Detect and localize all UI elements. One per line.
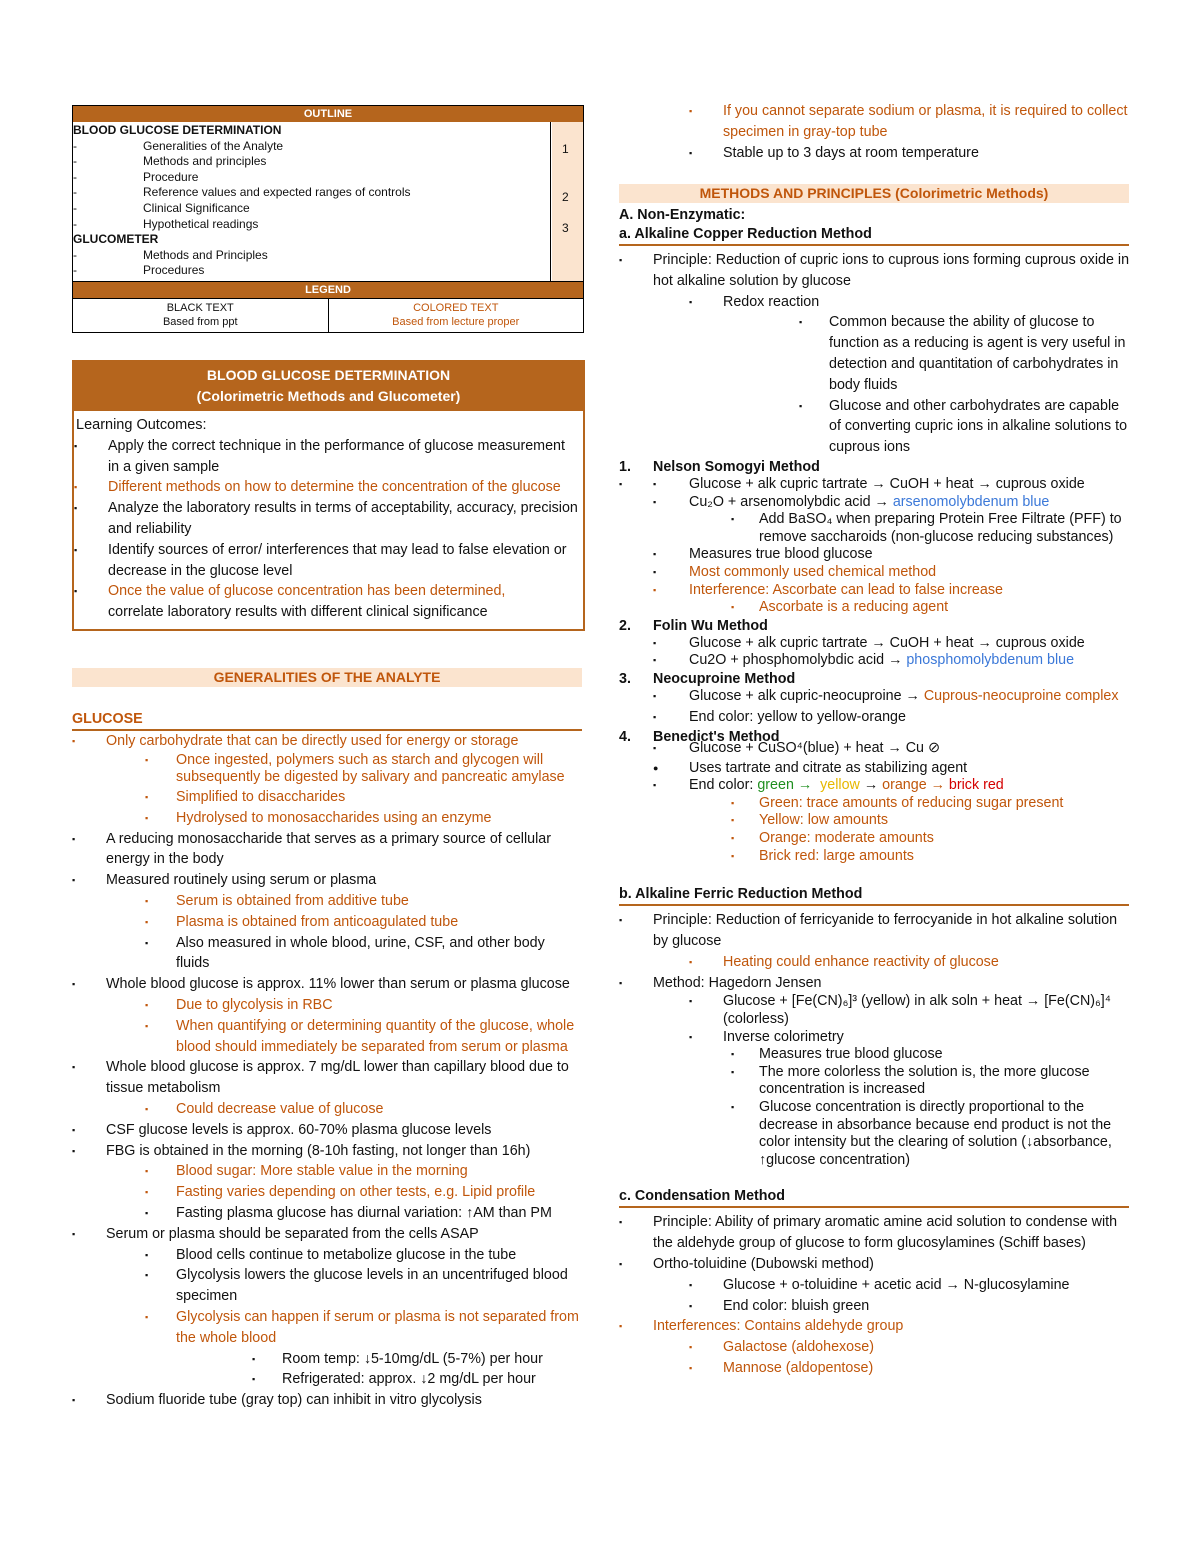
fw-item: ▪ Cu2O + phosphomolybdic acid → phosphomolybdenum blue	[653, 652, 1075, 669]
fw-text: Cu2O + phosphomolybdic acid →	[689, 652, 907, 669]
glucose-list-item: ▪ Could decrease value of glucose	[72, 1099, 582, 1120]
bgd-title-line1: BLOOD GLUCOSE DETERMINATION	[206, 367, 451, 383]
ns-text: Glucose + alk cupric tartrate → CuOH + heat → cuprous oxide	[689, 475, 1085, 492]
ns-item: ▪ ▪ Glucose + alk cupric tartrate → CuOH + heat → cuprous oxide	[619, 476, 1129, 494]
bm-title: Benedict's Method	[653, 729, 780, 746]
fw-item: ▪ Glucose + alk cupric tartrate → CuOH + heat → cuprous oxide	[653, 634, 1085, 651]
acr-principle: ▪ Principle: Reduction of cupric ions to cuprous ions forming cuprous oxide in hot alkaline solution by glucose	[619, 250, 1129, 292]
glucose-heading: GLUCOSE	[72, 710, 582, 731]
ns-text: Cu₂O + arsenomolybdic acid →	[689, 493, 893, 510]
bm-text: End color:	[689, 777, 758, 794]
ns-item: ▪ Interference: Ascorbate can lead to false increase	[653, 581, 1003, 598]
non-enzymatic-heading: A. Non-Enzymatic:	[619, 207, 746, 223]
outcome-orange: Once the value of glucose concentration has been determined,	[108, 583, 506, 600]
nc-item: ▪ Glucose + alk cupric-neocuproine → Cuprous-neocuproine complex	[653, 687, 1119, 704]
outline-item-label: Reference values and expected ranges of controls	[143, 185, 411, 200]
glucose-list-item: ▪ Serum or plasma should be separated from the cells ASAP	[72, 1224, 582, 1245]
ns-text: Measures true blood glucose	[689, 546, 873, 563]
generalities-bar: GENERALITIES OF THE ANALYTE	[72, 668, 582, 687]
ns-item: ▪ Cu₂O + arsenomolybdic acid → arsenomolybdenum blue	[653, 493, 1050, 510]
glucose-list-item: ▪ A reducing monosaccharide that serves as a primary source of cellular energy in the body	[72, 829, 582, 871]
ns-text: Most commonly used chemical method	[689, 563, 937, 580]
bm-text: Green: trace amounts of reducing sugar present	[759, 794, 1064, 811]
glucose-list-item: ▪ Glycolysis can happen if serum or plasma is not separated from the whole blood	[72, 1307, 582, 1349]
afr-item: ▪ Measures true blood glucose	[731, 1046, 943, 1063]
bm-yellow-text: yellow	[820, 777, 860, 794]
glucose-list-item: ▪ Simplified to disaccharides	[72, 787, 582, 808]
glucose-list-item: ▪ Serum is obtained from additive tube	[72, 891, 582, 912]
bm-text: Yellow: low amounts	[759, 812, 889, 829]
outcome-item: ▪ Analyze the laboratory results in terms of acceptability, accuracy, precision and reliability	[74, 498, 579, 540]
outline-item-label: Hypothetical readings	[143, 216, 259, 231]
glucose-list-item: ▪ CSF glucose levels is approx. 60-70% plasma glucose levels	[72, 1120, 582, 1141]
afr-item: ▪ Heating could enhance reactivity of glucose	[619, 952, 1129, 973]
afr-principle: ▪ Principle: Reduction of ferricyanide to ferrocyanide in hot alkaline solution by glucose	[619, 910, 1129, 952]
legend-colored	[329, 299, 584, 332]
outline-list	[73, 122, 551, 281]
outline-header: OUTLINE	[73, 106, 583, 122]
bm-text: Brick red: large amounts	[759, 847, 914, 864]
afr-text: The more colorless the solution is, the more glucose concentration is increased	[759, 1063, 1090, 1098]
bm-text: Orange: moderate amounts	[759, 830, 934, 847]
legend-black-desc: Based from ppt	[162, 315, 238, 328]
ns-item: ▪ Most commonly used chemical method	[653, 563, 937, 580]
fw-number: 2.	[619, 617, 631, 634]
cond-item: ▪ End color: bluish green	[619, 1296, 1129, 1317]
outline-item-label: Generalities of the Analyte	[143, 138, 284, 153]
ns-title: Nelson Somogyi Method	[653, 458, 820, 475]
outline-item	[73, 154, 550, 170]
ns-text: Ascorbate is a reducing agent	[759, 599, 949, 616]
outcomes-list	[74, 436, 579, 582]
legend-black	[73, 299, 329, 332]
nc-heading	[619, 670, 1129, 688]
outline-item	[73, 201, 550, 217]
outline-item	[73, 170, 550, 186]
ns-blue-text: arsenomolybdenum blue	[892, 493, 1050, 510]
glucose-list-item: ▪ Fasting plasma glucose has diurnal variation: ↑AM than PM	[72, 1203, 582, 1224]
glucose-list-item: ▪ Measured routinely using serum or plasma	[72, 870, 582, 891]
fw-title: Folin Wu Method	[653, 617, 768, 634]
outline-item-label: Methods and principles	[143, 154, 267, 169]
ns-item: ▪ Ascorbate is a reducing agent	[731, 599, 949, 616]
bm-arrow: →	[863, 777, 879, 794]
glucose-list-item: ▪ Fasting varies depending on other tests, e.g. Lipid profile	[72, 1182, 582, 1203]
cond-item: ▪ Interferences: Contains aldehyde group	[619, 1316, 1129, 1337]
glucose-list-item: ▪ Plasma is obtained from anticoagulated tube	[72, 912, 582, 933]
legend-colored-title: COLORED TEXT	[413, 301, 499, 314]
afr-item: ▪ Glucose concentration is directly proportional to the decrease in absorbance because end product is not the color intensity but the clearing of solution (↓absorbance, ↑glucose concentration)	[731, 1099, 1112, 1168]
outcome-item	[74, 581, 579, 623]
ns-number: 1.	[619, 458, 631, 475]
glucose-list	[72, 731, 582, 1411]
fw-text: Glucose + alk cupric tartrate → CuOH + heat → cuprous oxide	[689, 634, 1085, 651]
bgd-section	[72, 360, 585, 631]
nc-title: Neocuproine Method	[653, 670, 796, 687]
glucose-list-item: ▪ Also measured in whole blood, urine, CSF, and other body fluids	[72, 933, 582, 975]
bgd-title-line2: (Colorimetric Methods and Glucometer)	[196, 388, 461, 404]
bm-item: ▪ End color: green → yellow → orange → brick red	[653, 777, 1004, 794]
page-number: 2	[562, 190, 569, 204]
page-number: 3	[562, 221, 569, 235]
outline-item	[73, 139, 550, 155]
bm-red-text: brick red	[948, 777, 1004, 794]
nc-text: End color: yellow to yellow-orange	[689, 708, 906, 725]
bgd-title	[74, 362, 583, 411]
glucose-list-item: ▪ Glycolysis lowers the glucose levels in an uncentrifuged blood specimen	[72, 1265, 582, 1307]
nc-orange-text: Cuprous-neocuproine complex	[923, 687, 1119, 704]
outline-item-label: Clinical Significance	[143, 200, 250, 215]
glucose-list-item: ▪ Once ingested, polymers such as starch and glycogen will subsequently be digested by salivary and pancreatic amylase	[72, 752, 582, 787]
glucose-list-item: ▪ FBG is obtained in the morning (8-10h fasting, not longer than 16h)	[72, 1141, 582, 1162]
outline-item-label: Methods and Principles	[143, 247, 268, 262]
ns-heading	[619, 458, 1129, 476]
legend	[73, 298, 583, 332]
outline-body	[73, 122, 583, 281]
glucose-list-item: ▪ Room temp: ↓5-10mg/dL (5-7%) per hour	[72, 1349, 582, 1370]
outline-pages	[552, 122, 583, 281]
glucose-list-item: ▪ Hydrolysed to monosaccharides using an enzyme	[72, 808, 582, 829]
bm-item: ▪ Brick red: large amounts	[731, 847, 914, 864]
outline-item	[73, 263, 550, 279]
legend-black-title: BLACK TEXT	[166, 301, 234, 314]
outline-item	[73, 185, 550, 201]
glucose-list-item: ▪ Sodium fluoride tube (gray top) can inhibit in vitro glycolysis	[72, 1390, 582, 1411]
redox-sub: ▪ Common because the ability of glucose to function as a reducing is agent is very useful in detection and quantitation of carbohydrates in body fluids	[619, 312, 1129, 395]
afr-text: Measures true blood glucose	[759, 1046, 943, 1063]
outcome-black: correlate laboratory results with different clinical significance	[108, 604, 488, 621]
nc-item: ▪ End color: yellow to yellow-orange	[653, 708, 906, 725]
page-number: 1	[562, 142, 569, 156]
cond-item: ▪ Glucose + o-toluidine + acetic acid → N-glucosylamine	[619, 1275, 1129, 1296]
glucose-list-item: ▪ Whole blood glucose is approx. 7 mg/dL lower than capillary blood due to tissue metabolism	[72, 1057, 582, 1099]
fw-heading	[619, 617, 1129, 635]
afr-heading: b. Alkaline Ferric Reduction Method	[619, 885, 1129, 906]
nc-number: 3.	[619, 670, 631, 687]
bm-item: ▪ Green: trace amounts of reducing sugar present	[731, 794, 1064, 811]
bm-orange-text: orange →	[882, 777, 945, 794]
afr-item: ▪ The more colorless the solution is, the more glucose concentration is increased	[731, 1063, 1090, 1098]
ns-item: ▪ Measures true blood glucose	[653, 546, 873, 563]
glucose-list-item: ▪ Whole blood glucose is approx. 11% lower than serum or plasma glucose	[72, 974, 582, 995]
cond-item: ▪ Mannose (aldopentose)	[619, 1358, 1129, 1379]
top-list-item: ▪ Stable up to 3 days at room temperature	[619, 143, 1129, 164]
glucose-list-item: ▪ Refrigerated: approx. ↓2 mg/dL per hour	[72, 1369, 582, 1390]
afr-item: ▪ Inverse colorimetry	[619, 1029, 1129, 1047]
legend-colored-desc: Based from lecture proper	[392, 315, 520, 328]
nc-text: Glucose + alk cupric-neocuproine →	[689, 687, 924, 704]
outcome-item: ▪ Identify sources of error/ interferences that may lead to false elevation or decrease in the glucose level	[74, 540, 579, 582]
bm-item: ▪ Yellow: low amounts	[731, 812, 889, 829]
learning-outcomes-label: Learning Outcomes:	[76, 417, 207, 433]
redox-sub: ▪ Glucose and other carbohydrates are capable of converting cupric ions in alkaline solutions to cuprous ions	[619, 396, 1129, 458]
bm-text: Uses tartrate and citrate as stabilizing agent	[689, 759, 968, 776]
outline-item	[73, 248, 550, 264]
glucose-list-item: ▪ When quantifying or determining quantity of the glucose, whole blood should immediately be separated from serum or plasma	[72, 1016, 582, 1058]
outcome-item: ▪ Apply the correct technique in the performance of glucose measurement in a given sample	[74, 436, 579, 478]
cond-principle: ▪ Principle: Ability of primary aromatic amine acid solution to condense with the aldehyde group of glucose to form glucosylamines (Schiff bases)	[619, 1212, 1129, 1254]
cond-item: ▪ Ortho-toluidine (Dubowski method)	[619, 1254, 1129, 1275]
learning-outcomes	[74, 411, 583, 629]
outline-item-label: Procedures	[143, 263, 205, 278]
glucose-list-item: ▪ Due to glycolysis in RBC	[72, 995, 582, 1016]
bm-number: 4.	[619, 729, 631, 746]
outcome-item: ▪ Different methods on how to determine the concentration of the glucose	[74, 477, 579, 498]
fw-blue-text: phosphomolybdenum blue	[906, 652, 1075, 669]
glucose-list-item: ▪ Blood sugar: More stable value in the morning	[72, 1161, 582, 1182]
glucose-list-item: ▪ Blood cells continue to metabolize glucose in the tube	[72, 1245, 582, 1266]
redox-item: ▪ Redox reaction	[619, 292, 1129, 313]
outline-heading: BLOOD GLUCOSE DETERMINATION	[73, 123, 282, 137]
top-list	[619, 101, 1129, 163]
bm-item: ● Uses tartrate and citrate as stabilizing agent	[653, 759, 968, 776]
outline-table	[72, 105, 584, 333]
cond-heading: c. Condensation Method	[619, 1187, 1129, 1208]
bm-text: Glucose + CuSO⁴(blue) + heat → Cu ⊘	[689, 740, 940, 757]
outline-heading: GLUCOMETER	[73, 232, 159, 247]
ns-text: Add BaSO₄ when preparing Protein Free Filtrate (PFF) to remove saccharoids (non-glucose reducing substances)	[759, 511, 1122, 545]
cond-item: ▪ Galactose (aldohexose)	[619, 1337, 1129, 1358]
outline-item	[73, 217, 550, 233]
outline-item-label: Procedure	[143, 169, 199, 184]
legend-header: LEGEND	[73, 281, 583, 298]
afr-item: ▪ Method: Hagedorn Jensen	[619, 973, 1129, 994]
bm-green-text: green →	[757, 777, 813, 794]
bm-item: ▪ Orange: moderate amounts	[731, 830, 934, 847]
acr-heading: a. Alkaline Copper Reduction Method	[619, 225, 1129, 246]
methods-section	[619, 206, 1129, 1379]
bm-item: ▪ Glucose + CuSO⁴(blue) + heat → Cu ⊘	[653, 740, 940, 757]
afr-text: Glucose concentration is directly proportional to the decrease in absorbance because end product is not the color intensity but the clearing of solution (↓absorbance, ↑glucose concentration)	[759, 1099, 1112, 1168]
top-list-item: ▪ If you cannot separate sodium or plasma, it is required to collect specimen in gray-top tube	[619, 101, 1129, 143]
afr-item: ▪ Glucose + [Fe(CN)₆]³ (yellow) in alk soln + heat → [Fe(CN)₆]⁴ (colorless)	[619, 993, 1129, 1028]
glucose-list-item: ▪ Only carbohydrate that can be directly used for energy or storage	[72, 731, 582, 752]
glucose-section	[72, 710, 582, 1411]
methods-bar: METHODS AND PRINCIPLES (Colorimetric Methods)	[619, 184, 1129, 203]
ns-text: Interference: Ascorbate can lead to false increase	[689, 581, 1003, 598]
ns-item: ▪ Add BaSO₄ when preparing Protein Free Filtrate (PFF) to remove saccharoids (non-glucose reducing substances)	[731, 511, 1122, 545]
